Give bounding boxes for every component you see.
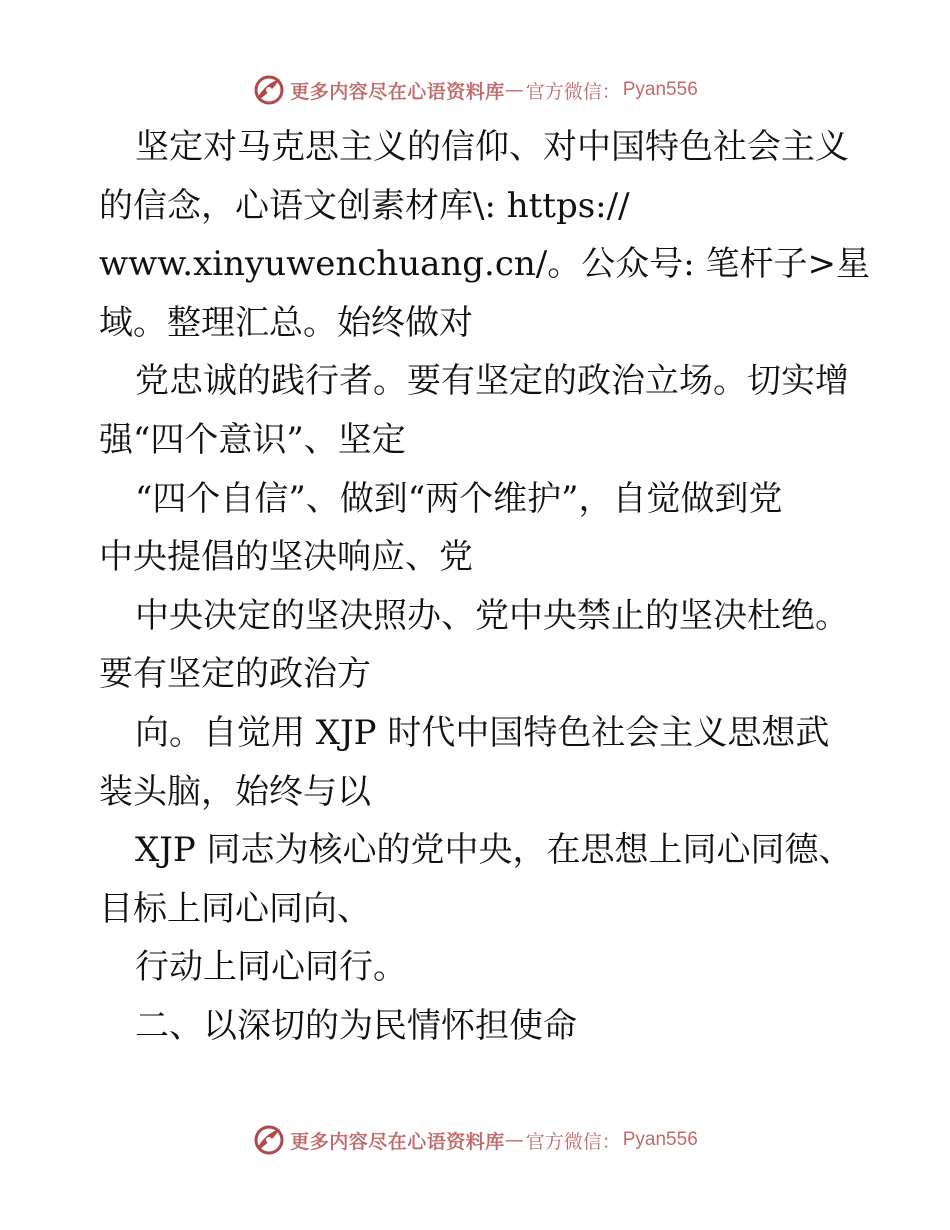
banner-wechat-label: 官方微信： [525, 1130, 621, 1153]
banner-dash: — [504, 79, 524, 101]
text-line: 目标上同心同向、 [99, 888, 371, 929]
banner-wechat-label: 官方微信： [525, 80, 621, 103]
text-line: 装头脑，始终与以 [99, 771, 371, 812]
text-line: 向。自觉用 XJP 时代中国特色社会主义思想武 [135, 712, 830, 753]
text-line: 中央提倡的坚决响应、党 [99, 537, 473, 578]
banner-text: 更多内容尽在心语资料库 [290, 80, 505, 103]
section-heading: 二、以深切的为民情怀担使命 [135, 1005, 577, 1046]
text-line: 行动上同心同行。 [135, 947, 407, 988]
pen-logo-icon [252, 73, 286, 107]
document-body [99, 118, 870, 1056]
text-line: XJP 同志为核心的党中央，在思想上同心同德、 [135, 830, 853, 871]
text-line: 域。整理汇总。始终做对 [99, 302, 473, 343]
text-line: 的信念，心语文创素材库\: https:// [99, 185, 630, 226]
text-line: 党忠诚的践行者。要有坚定的政治立场。切实增 [135, 361, 849, 402]
text-line: www.xinyuwenchuang.cn/。公众号: 笔杆子>星 [99, 244, 870, 285]
text-line: “四个自信”、做到“两个维护”，自觉做到党 [135, 478, 783, 519]
banner-wechat-id: Pyan556 [622, 79, 698, 100]
banner-text: 更多内容尽在心语资料库 [290, 1130, 505, 1153]
banner-wechat-id: Pyan556 [622, 1129, 698, 1150]
pen-logo-icon [252, 1123, 286, 1157]
text-line: 强“四个意识”、坚定 [99, 419, 406, 460]
header-banner [0, 70, 950, 110]
text-line: 要有坚定的政治方 [99, 654, 371, 695]
banner-dash: — [504, 1129, 524, 1151]
text-line: 坚定对马克思主义的信仰、对中国特色社会主义 [135, 127, 849, 167]
footer-banner [0, 1120, 950, 1160]
text-line: 中央决定的坚决照办、党中央禁止的坚决杜绝。 [135, 595, 849, 636]
